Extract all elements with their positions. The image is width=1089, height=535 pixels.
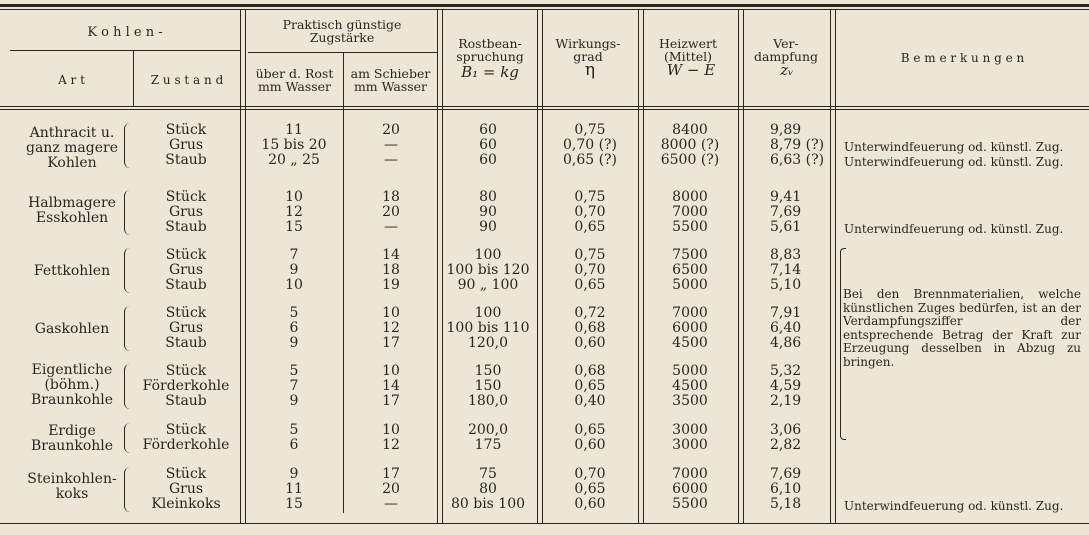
- table-row: [0, 190, 1089, 205]
- cell-note: Unterwindfeuerung od. künstl. Zug.: [844, 499, 1064, 513]
- cell-verd: 2,19: [770, 393, 802, 409]
- group-line: Steinkohlen-: [27, 471, 117, 487]
- cell-verd: 7,69: [770, 466, 802, 482]
- cell-heiz: 6500 (?): [660, 152, 720, 168]
- cell-heiz: 7500: [672, 247, 708, 263]
- cell-zustand: Stück: [165, 466, 207, 482]
- cell-b: 60: [479, 152, 497, 168]
- cell-heiz: 3000: [672, 437, 708, 453]
- cell-verd: 5,10: [770, 277, 802, 293]
- cell-verd: 5,18: [770, 496, 802, 512]
- cell-rost: 9: [289, 393, 299, 409]
- group-line: Halbmagere: [28, 195, 116, 211]
- cell-zustand: Stück: [165, 363, 207, 379]
- cell-verd: 4,86: [770, 335, 802, 351]
- cell-rost: 9: [289, 335, 299, 351]
- cell-rost: 5: [289, 422, 299, 438]
- cell-schieber: —: [384, 152, 398, 168]
- cell-heiz: 7000: [672, 466, 708, 482]
- cell-rost: 15: [285, 496, 303, 512]
- table-row: [0, 497, 1089, 512]
- cell-schieber: 20: [382, 122, 400, 138]
- table-row: [0, 394, 1089, 409]
- table-row: [0, 467, 1089, 482]
- general-remark: Bei den Brennmaterialien, welche künstlichen Zuges bedürfen, ist an der Verdampfungsziffer der entsprechende Betrag der Kraft zur Erzeugung desselben in Abzug zu bringen.: [843, 287, 1081, 369]
- table-row: [0, 263, 1089, 278]
- cell-verd: 5,32: [770, 363, 802, 379]
- cell-zustand: Staub: [165, 335, 207, 351]
- cell-schieber: 18: [382, 189, 400, 205]
- cell-verd: 7,69: [770, 204, 802, 220]
- group-line: Esskohlen: [35, 210, 109, 226]
- table-row: [0, 482, 1089, 497]
- header-verdampfung: Ver-dampfung: [753, 36, 819, 64]
- cell-heiz: 5000: [672, 363, 708, 379]
- cell-note: Unterwindfeuerung od. künstl. Zug.: [844, 155, 1064, 169]
- cell-schieber: 17: [382, 393, 400, 409]
- cell-rost: 12: [285, 204, 303, 220]
- bottom-rule: [0, 523, 1089, 524]
- table-row: [0, 123, 1089, 138]
- header-rule-thin: [0, 109, 1089, 110]
- cell-heiz: 6000: [672, 320, 708, 336]
- cell-verd: 2,82: [770, 437, 802, 453]
- table-row: [0, 153, 1089, 168]
- cell-eta: 0,68: [574, 363, 606, 379]
- cell-heiz: 4500: [672, 378, 708, 394]
- cell-zustand: Förderkohle: [142, 437, 230, 453]
- group-line: ganz magere: [26, 140, 118, 156]
- cell-b: 90: [479, 219, 497, 235]
- group-line: Erdige: [48, 423, 96, 439]
- header-ueber-rost: über d. Rost mm Wasser: [255, 66, 334, 94]
- cell-eta: 0,68: [574, 320, 606, 336]
- cell-heiz: 3500: [672, 393, 708, 409]
- cell-schieber: 12: [382, 320, 400, 336]
- cell-schieber: 19: [382, 277, 400, 293]
- cell-b: 100: [474, 247, 502, 263]
- cell-eta: 0,65: [574, 481, 606, 497]
- cell-schieber: 17: [382, 335, 400, 351]
- cell-verd: 8,83: [770, 247, 802, 263]
- cell-schieber: —: [384, 137, 398, 153]
- cell-zustand: Grus: [168, 262, 204, 278]
- cell-heiz: 8000: [672, 189, 708, 205]
- cell-rost: 7: [289, 378, 299, 394]
- group-line: Eigentliche: [31, 362, 113, 378]
- cell-b: 80: [479, 481, 497, 497]
- cell-schieber: 20: [382, 481, 400, 497]
- cell-heiz: 8000 (?): [660, 137, 720, 153]
- header-zugstaerke: Praktisch günstige Zugstärke: [282, 17, 402, 45]
- cell-b: 80: [479, 189, 497, 205]
- cell-rost: 5: [289, 363, 299, 379]
- cell-rost: 9: [289, 262, 299, 278]
- header-rule: [0, 106, 1089, 107]
- cell-eta: 0,75: [574, 122, 606, 138]
- top-rule: [0, 4, 1089, 7]
- cell-b: 120,0: [467, 335, 509, 351]
- cell-heiz: 5500: [672, 496, 708, 512]
- cell-b: 80 bis 100: [450, 496, 526, 512]
- cell-b: 60: [479, 122, 497, 138]
- cell-schieber: 14: [382, 378, 400, 394]
- cell-note: Unterwindfeuerung od. künstl. Zug.: [844, 140, 1064, 154]
- cell-eta: 0,65: [574, 277, 606, 293]
- cell-zustand: Staub: [165, 277, 207, 293]
- cell-verd: 6,10: [770, 481, 802, 497]
- cell-verd: 7,14: [770, 262, 802, 278]
- cell-schieber: 10: [382, 363, 400, 379]
- table-row: [0, 423, 1089, 438]
- header-rost-symbol: B₁ = kg: [461, 63, 519, 81]
- cell-eta: 0,70: [574, 262, 606, 278]
- cell-rost: 6: [289, 320, 299, 336]
- cell-heiz: 6500: [672, 262, 708, 278]
- header-rostbeanspruchung: Rostbean-spruchung: [456, 36, 524, 64]
- cell-heiz: 5000: [672, 277, 708, 293]
- group-line: Braunkohle: [30, 438, 114, 454]
- cell-schieber: 10: [382, 422, 400, 438]
- cell-rost: 6: [289, 437, 299, 453]
- cell-eta: 0,72: [574, 305, 606, 321]
- cell-b: 180,0: [467, 393, 509, 409]
- header-kohlen: K o h l e n -: [87, 25, 163, 40]
- cell-heiz: 7000: [672, 204, 708, 220]
- cell-b: 100: [474, 305, 502, 321]
- cell-zustand: Staub: [165, 393, 207, 409]
- cell-schieber: 17: [382, 466, 400, 482]
- cell-eta: 0,75: [574, 189, 606, 205]
- cell-rost: 15: [285, 219, 303, 235]
- cell-b: 75: [479, 466, 497, 482]
- cell-verd: 6,40: [770, 320, 802, 336]
- cell-b: 100 bis 110: [446, 320, 530, 336]
- cell-verd: 5,61: [770, 219, 802, 235]
- header-verd-symbol: zᵥ: [780, 61, 794, 79]
- cell-rost: 11: [285, 122, 303, 138]
- header-zustand: Z u s t a n d: [150, 73, 224, 87]
- cell-zustand: Staub: [165, 219, 207, 235]
- cell-b: 90 „ 100: [457, 277, 519, 293]
- cell-rost: 10: [285, 189, 303, 205]
- cell-zustand: Stück: [165, 122, 207, 138]
- group-line: Kohlen: [47, 155, 97, 171]
- cell-note: Unterwindfeuerung od. künstl. Zug.: [844, 222, 1064, 236]
- cell-eta: 0,60: [574, 437, 606, 453]
- group-line: (böhm.): [44, 377, 100, 393]
- header-art: A r t: [58, 73, 85, 87]
- header-wirkungsgrad: Wirkungs-grad: [555, 36, 621, 64]
- cell-b: 175: [474, 437, 502, 453]
- cell-heiz: 3000: [672, 422, 708, 438]
- cell-zustand: Staub: [165, 152, 207, 168]
- table-row: [0, 248, 1089, 263]
- cell-rost: 5: [289, 305, 299, 321]
- cell-eta: 0,70: [574, 204, 606, 220]
- cell-eta: 0,40: [574, 393, 606, 409]
- cell-zustand: Stück: [165, 422, 207, 438]
- cell-eta: 0,70 (?): [562, 137, 618, 153]
- cell-eta: 0,75: [574, 247, 606, 263]
- cell-rost: 10: [285, 277, 303, 293]
- table-row: [0, 379, 1089, 394]
- cell-schieber: 14: [382, 247, 400, 263]
- cell-rost: 9: [289, 466, 299, 482]
- cell-schieber: 10: [382, 305, 400, 321]
- header-am-schieber: am Schieber mm Wasser: [350, 66, 431, 94]
- cell-eta: 0,65: [574, 219, 606, 235]
- cell-zustand: Grus: [168, 137, 204, 153]
- cell-heiz: 5500: [672, 219, 708, 235]
- cell-verd: 6,63 (?): [770, 152, 825, 168]
- cell-zustand: Förderkohle: [142, 378, 230, 394]
- cell-schieber: 18: [382, 262, 400, 278]
- cell-eta: 0,60: [574, 335, 606, 351]
- cell-rost: 20 „ 25: [268, 152, 320, 168]
- cell-schieber: —: [384, 219, 398, 235]
- cell-verd: 3,06: [770, 422, 802, 438]
- cell-rost: 7: [289, 247, 299, 263]
- cell-heiz: 6000: [672, 481, 708, 497]
- cell-rost: 15 bis 20: [261, 137, 327, 153]
- cell-b: 150: [474, 363, 502, 379]
- group-line: Fettkohlen: [33, 263, 111, 279]
- cell-zustand: Grus: [168, 320, 204, 336]
- cell-zustand: Stück: [165, 189, 207, 205]
- table-row: [0, 205, 1089, 220]
- group-line: Braunkohle: [30, 392, 114, 408]
- group-line: koks: [55, 486, 89, 502]
- cell-b: 200,0: [467, 422, 509, 438]
- cell-verd: 7,91: [770, 305, 802, 321]
- cell-eta: 0,65: [574, 422, 606, 438]
- header-bemerkungen: B e m e r k u n g e n: [900, 51, 1025, 65]
- cell-zustand: Grus: [168, 204, 204, 220]
- header-heiz-symbol: W − E: [666, 61, 716, 79]
- cell-b: 100 bis 120: [446, 262, 530, 278]
- kohlen-sub-rule: [10, 50, 240, 51]
- cell-eta: 0,65: [574, 378, 606, 394]
- cell-schieber: 20: [382, 204, 400, 220]
- cell-rost: 11: [285, 481, 303, 497]
- cell-eta: 0,70: [574, 466, 606, 482]
- header-eta: η: [584, 60, 596, 80]
- cell-b: 60: [479, 137, 497, 153]
- cell-heiz: 4500: [672, 335, 708, 351]
- header-heizwert: Heizwert (Mittel): [659, 36, 717, 64]
- cell-heiz: 8400: [672, 122, 708, 138]
- cell-verd: 8,79 (?): [770, 137, 825, 153]
- cell-zustand: Kleinkoks: [151, 496, 221, 512]
- group-line: Gaskohlen: [34, 321, 110, 337]
- cell-zustand: Grus: [168, 481, 204, 497]
- table-row: [0, 220, 1089, 235]
- table-row: [0, 138, 1089, 153]
- cell-zustand: Stück: [165, 247, 207, 263]
- cell-verd: 9,41: [770, 189, 802, 205]
- cell-b: 90: [479, 204, 497, 220]
- cell-b: 150: [474, 378, 502, 394]
- table-row: [0, 438, 1089, 453]
- cell-eta: 0,60: [574, 496, 606, 512]
- cell-eta: 0,65 (?): [562, 152, 618, 168]
- cell-zustand: Stück: [165, 305, 207, 321]
- top-rule-thin: [0, 9, 1089, 10]
- cell-heiz: 7000: [672, 305, 708, 321]
- cell-verd: 4,59: [770, 378, 802, 394]
- cell-verd: 9,89: [770, 122, 802, 138]
- group-line: Anthracit u.: [29, 125, 115, 141]
- cell-schieber: 12: [382, 437, 400, 453]
- cell-schieber: —: [384, 496, 398, 512]
